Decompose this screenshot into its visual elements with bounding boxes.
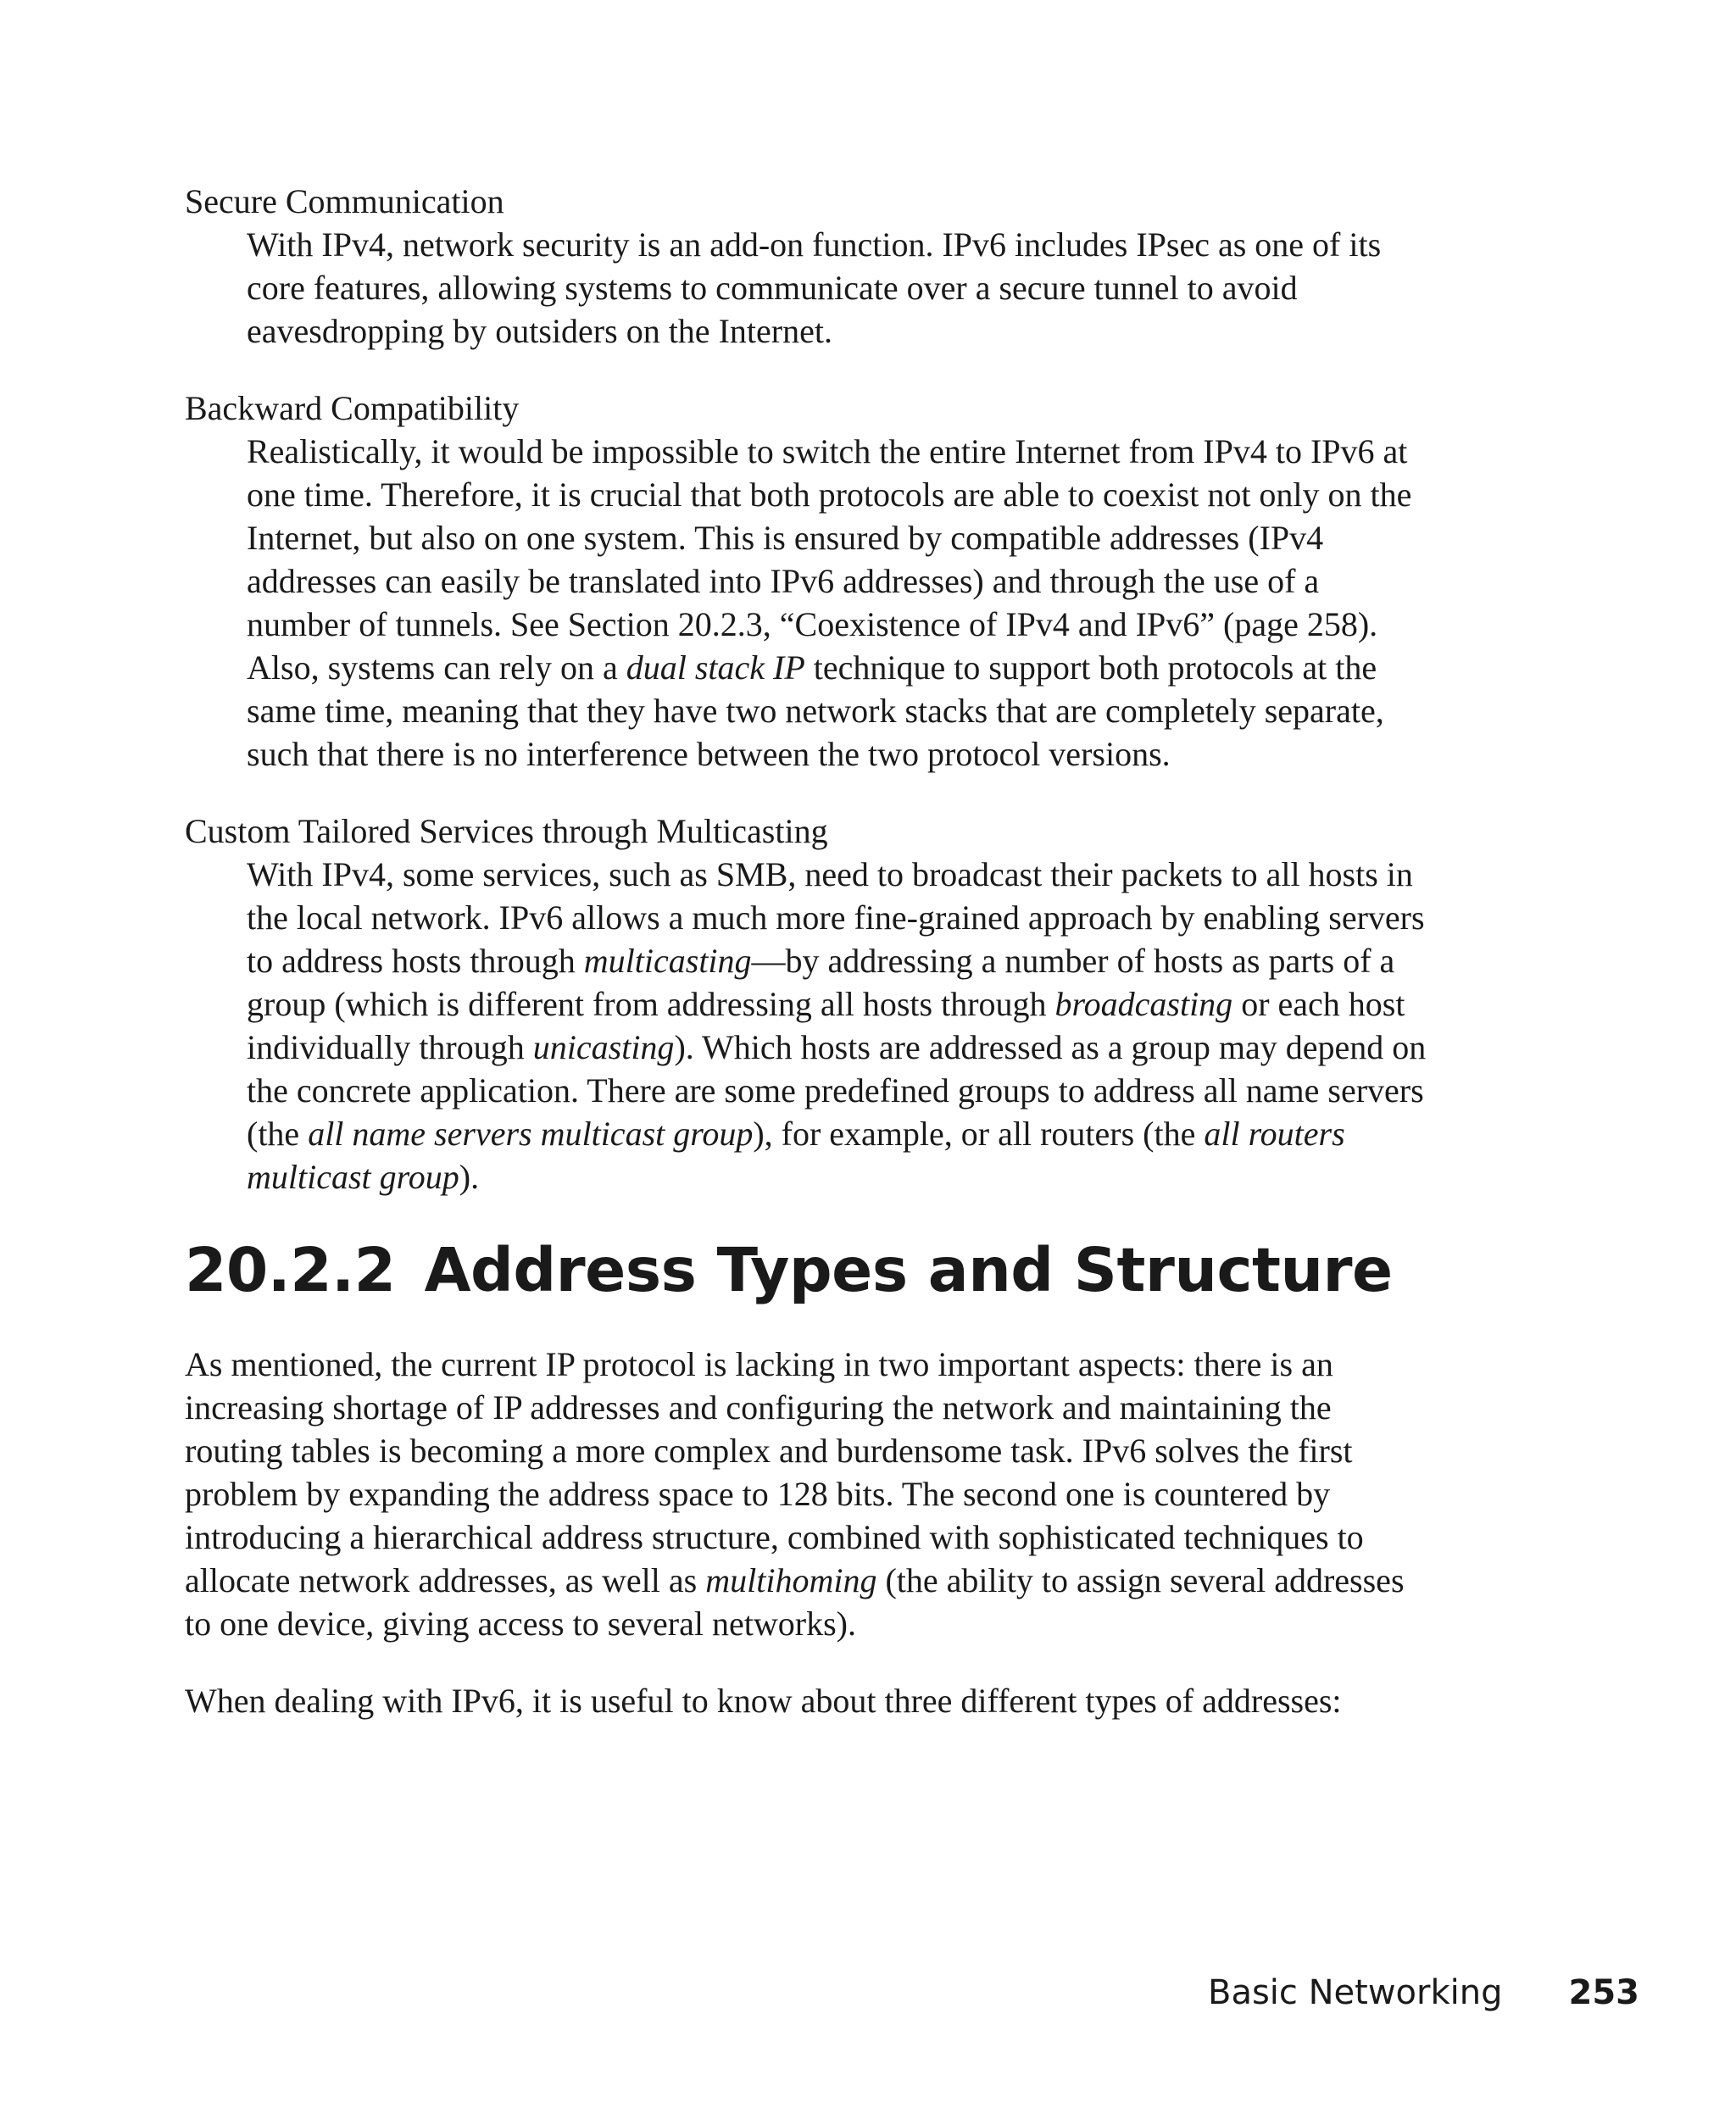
definition-text: With IPv4, some services, such as SMB, need to broadcast their packets to all hosts in the local network. IPv6 allows a much more fine-grained approach by enabling servers to address hosts through multicasting—by addressing a number of hosts as parts of a group (which is different from addressing all hosts through broadcasting or each host individually through unicasting). Which hosts are addressed as a group may depend on the concrete application. There are some predefined groups to address all name servers (the all name servers multicast group), for example, or all routers (the all routers multicast group).: [247, 855, 1427, 1196]
term-secure-communication: Secure Communication: [185, 182, 504, 220]
page-footer: [1208, 1972, 1639, 2014]
italic-term: multihoming: [705, 1561, 877, 1599]
section-title: Address Types and Structure: [424, 1235, 1393, 1305]
section-heading: [185, 1232, 1431, 1309]
body-paragraph-1: As mentioned, the current IP protocol is lacking in two important aspects: there is an increasing shortage of IP addresses and configuring the network and maintaining the routing tables is becoming a more complex and burdensome task. IPv6 solves the first problem by expanding the address space to 128 bits. The second one is countered by introducing a hierarchical address structure, combined with sophisticated techniques to allocate network addresses, as well as multihoming (the ability to assign several addresses to one device, giving access to several networks).: [185, 1345, 1405, 1643]
definition-text: Realistically, it would be impossible to switch the entire Internet from IPv4 to IPv6 at one time. Therefore, it is crucial that both protocols are able to coexist not only on the Internet, but also on one system. This is ensured by compatible addresses (IPv4 addresses can easily be translated into IPv6 addresses) and through the use of a number of tunnels. See Section 20.2.3, “Coexistence of IPv4 and IPv6” (page 258). Also, systems can rely on a dual stack IP technique to support both protocols at the same time, meaning that they have two network stacks that are completely separate, such that there is no interference between the two protocol versions.: [247, 432, 1412, 773]
term-multicasting: Custom Tailored Services through Multicasting: [185, 812, 828, 850]
term-backward-compatibility: Backward Compatibility: [185, 389, 520, 427]
definition-text: With IPv4, network security is an add-on function. IPv6 includes IPsec as one of its core features, allowing systems to communicate over a secure tunnel to avoid eavesdropping by outsiders on the Internet.: [247, 225, 1382, 350]
italic-term: dual stack IP: [626, 648, 805, 687]
body-paragraph-2: When dealing with IPv6, it is useful to know about three different types of addresses:: [185, 1682, 1342, 1720]
definition-secure-communication: [247, 223, 1431, 353]
section-number: 20.2.2: [185, 1235, 396, 1305]
italic-term: unicasting: [532, 1028, 675, 1066]
definition-multicasting: [247, 853, 1431, 1199]
footer-section-name: Basic Networking: [1208, 1973, 1503, 2012]
italic-term: all name servers multicast group: [308, 1115, 754, 1153]
page-number: 253: [1568, 1973, 1639, 2012]
italic-term: all routers multicast group: [247, 1115, 1345, 1196]
page-content: [185, 180, 1431, 1756]
definition-backward-compatibility: [247, 430, 1431, 776]
italic-term: multicasting: [583, 942, 752, 980]
italic-term: broadcasting: [1054, 985, 1233, 1023]
